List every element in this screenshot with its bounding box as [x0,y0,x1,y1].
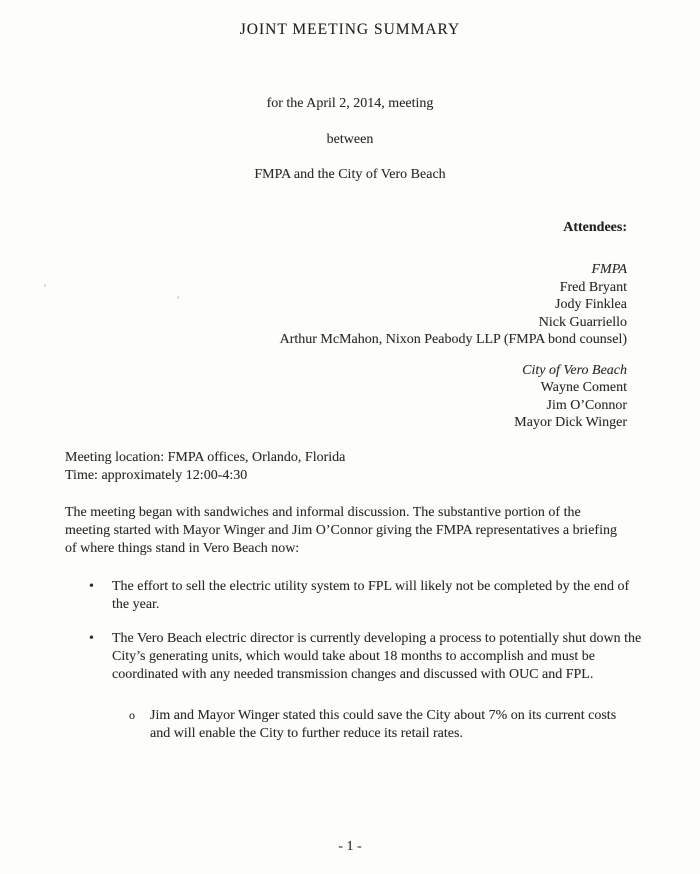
meeting-location-line: Meeting location: FMPA offices, Orlando, Florida [65,450,346,465]
intro-paragraph: The meeting began with sandwiches and informal discussion. The substantive portion of the meeting started with Mayor Winger and Jim O’Connor giving the FMPA representatives a briefing of where things stand in Vero Beach now: [65,505,617,556]
attendee-name: Nick Guarriello [538,314,627,330]
meeting-time-line: Time: approximately 12:00-4:30 [65,467,248,483]
attendee-group-fmpa [0,261,700,349]
between-line: between [326,132,374,147]
bullet-text: The effort to sell the electric utility system to FPL will likely not be completed by the end of the year. [112,579,630,612]
bullet-marker-icon: • [89,631,94,646]
attendee-group-city [0,362,700,432]
meeting-date-line: for the April 2, 2014, meeting [266,96,434,111]
bullet-item [89,578,647,614]
parties-line: FMPA and the City of Vero Beach [254,167,446,182]
bullet-text: The Vero Beach electric director is currently developing a process to potentially shut down the City’s generating units, which would take about 18 months to accomplish and must be coordinated with any needed transmission changes and discussed with OUC and FPL. [112,631,642,682]
bullet-item [89,630,647,684]
bullet-marker-icon: • [89,579,94,594]
attendee-org-name: City of Vero Beach [522,362,627,378]
attendee-name: Wayne Coment [540,380,627,395]
attendee-org-name: FMPA [591,262,627,277]
scan-speck [177,296,179,299]
attendee-name: Fred Bryant [559,279,627,295]
attendee-name: Jody Finklea [555,297,627,312]
sub-bullet-marker-icon: o [129,708,135,722]
meeting-info-block [65,449,700,484]
attendee-name: Arthur McMahon, Nixon Peabody LLP (FMPA bond counsel) [279,332,627,347]
scan-speck [44,284,46,287]
sub-bullet-item [129,707,632,743]
sub-bullet-text: Jim and Mayor Winger stated this could save the City about 7% on its current costs and will enable the City to further reduce its retail rates. [150,708,617,741]
document-title: JOINT MEETING SUMMARY [239,21,461,38]
page-number: - 1 - [338,839,362,854]
attendees-heading: Attendees: [563,220,627,235]
attendee-name: Mayor Dick Winger [514,415,627,430]
attendee-name: Jim O’Connor [546,397,627,413]
